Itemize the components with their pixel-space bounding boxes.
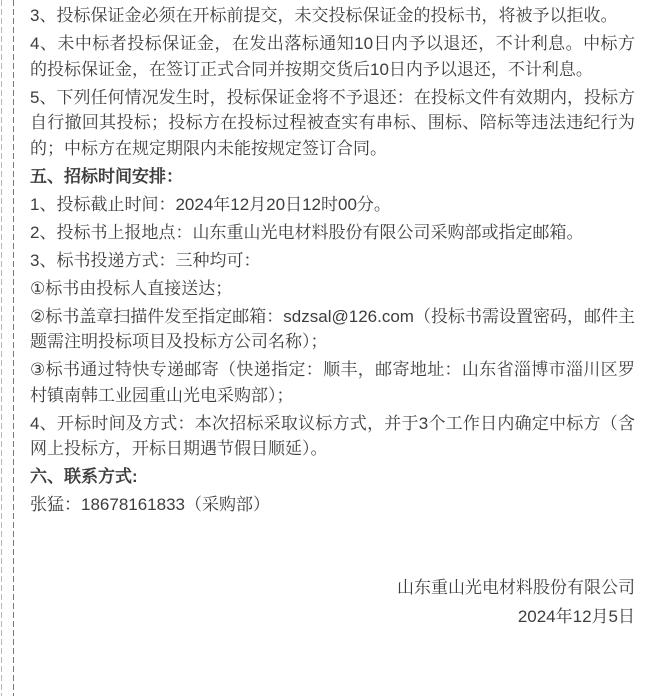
- section-heading-contact: 六、联系方式:: [30, 467, 138, 486]
- signature-date: 2024年12月5日: [517, 607, 635, 626]
- paragraph-submission-location: 2、投标书上报地点：山东重山光电材料股份有限公司采购部或指定邮箱。: [30, 222, 584, 242]
- footer-spacer: [30, 520, 635, 575]
- paragraph-bid-opening: 4、开标时间及方式：本次招标采取议标方式，并于3个工作日内确定中标方（含网上投标方，开标日期遇节假日顺延）。: [30, 413, 635, 458]
- section-heading-schedule: 五、招标时间安排：: [30, 166, 183, 186]
- signature-block: [30, 575, 635, 630]
- outer-dashed-border: [1, 0, 2, 696]
- paragraph-deposit-rule-5: 5、下列任何情况发生时，投标保证金将不予退还：在投标文件有效期内，投标方自行撤回其投标；投标方在投标过程被查实有串标、围标、陪标等违法违纪行为的；中标方在规定期限内未能按规定签订合同。: [30, 87, 635, 158]
- paragraph-delivery-method-1: ①标书由投标人直接送达；: [30, 278, 233, 298]
- paragraph-deposit-rule-3: 3、投标保证金必须在开标前提交，未交投标保证金的投标书，将被予以拒收。: [30, 6, 618, 25]
- paragraph-deposit-rule-4: 4、未中标者投标保证金，在发出落标通知10日内予以退还，不计利息。中标方的投标保证金，在签订正式合同并按期交货后10日内予以退还，不计利息。: [30, 34, 635, 79]
- paragraph-delivery-methods: 3、标书投递方式：三种均可：: [30, 250, 261, 270]
- paragraph-contact-person: 张猛：18678161833（采购部）: [30, 495, 271, 514]
- article-body: [30, 3, 635, 633]
- paragraph-delivery-method-3: ③标书通过特快专递邮寄（快递指定：顺丰，邮寄地址：山东省淄博市淄川区罗村镇南韩工业园重山光电采购部）；: [30, 360, 635, 405]
- paragraph-delivery-method-2: ②标书盖章扫描件发至指定邮箱：sdzsal@126.com（投标书需设置密码，邮件主题需注明投标项目及投标方公司名称）；: [30, 306, 635, 351]
- paragraph-deadline: 1、投标截止时间：2024年12月20日12时00分。: [30, 194, 391, 214]
- signature-company: 山东重山光电材料股份有限公司: [397, 578, 635, 597]
- inner-dashed-border: [13, 0, 14, 696]
